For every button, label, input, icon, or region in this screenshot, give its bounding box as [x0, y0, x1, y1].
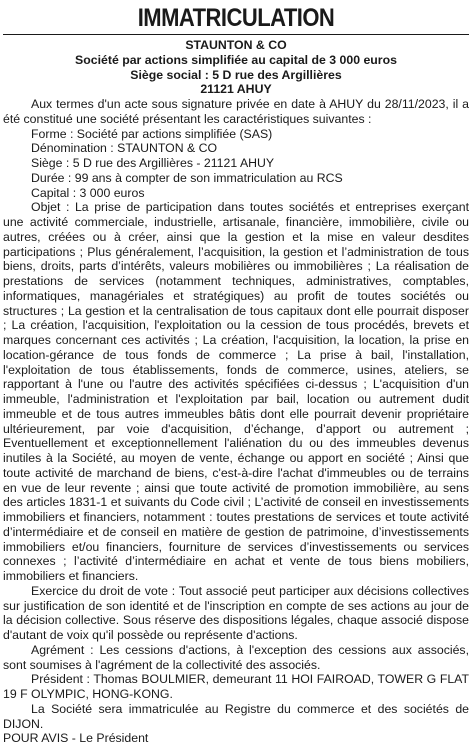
- notice-heading: IMMATRICULATION: [137, 4, 335, 32]
- duree-line: Durée : 99 ans à compter de son immatriculation au RCS: [31, 170, 343, 185]
- president-paragraph: Président : Thomas BOULMIER, demeurant 11 HOI FAIROAD, TOWER G FLAT 19 F OLYMPIC, HONG-KONG.: [3, 672, 469, 701]
- heading-rule: [3, 34, 469, 35]
- intro-paragraph: Aux termes d'un acte sous signature privée en date à AHUY du 28/11/2023, il a été constitué une société présentant les caractéristiques suivantes :: [3, 97, 469, 126]
- signature-line: POUR AVIS - Le Président: [3, 731, 149, 746]
- company-registered-office: Siège social : 5 D rue des Argillières: [130, 67, 342, 82]
- siege-line: Siège : 5 D rue des Argillières - 21121 AHUY: [31, 156, 275, 170]
- forme-line: Forme : Société par actions simplifiée (SAS): [31, 126, 273, 141]
- denomination-line: Dénomination : STAUNTON & CO: [31, 141, 218, 156]
- registry-paragraph: La Société sera immatriculée au Registre du commerce et des sociétés de DIJON.: [3, 701, 469, 731]
- company-postcode: 21121 AHUY: [200, 82, 272, 97]
- approval-paragraph: Agrément : Les cessions d'actions, à l'exception des cessions aux associés, sont soumises à l'agrément de la collectivité des associés.: [3, 642, 469, 672]
- objet-paragraph: Objet : La prise de participation dans toutes sociétés et entreprises exerçant une activité commerciale, industrielle, artisanale, financière, immobilière, civile ou autres, créées ou à créer, ainsi que la gestion et la mise en valeur desdites participations ; Plus généralement, l’acquisition, la gestion et l’administration de tous biens, droits, parts d’intérêts, valeurs mobilières ou immobilières ; La réalisation de prestations de services (notamment techniques, administratives, comptables, informatiques, managériales et stratégiques) au profit de toutes sociétés ou structures ; La gestion et la centralisation de tous capitaux dont elle pourrait disposer ; La création, l'acquisition, l'exploitation ou la cession de tous procédés, brevets et marques concernant ces activités ; La création, l'acquisition, la location, la prise en location-gérance de tous fonds de commerce ; La prise à bail, l'installation, l'exploitation de tous établissements, fonds de commerce, usines, ateliers, se rapportant à l'une ou l'autre des activités spécifiées ci-dessus ; L'acquisition d'un immeuble, l'administration et l'exploitation par bail, location ou autrement dudit immeuble et de tous autres immeubles bâtis dont elle pourrait devenir propriétaire ultérieurement, par voie d'acquisition, d’échange, d’apport ou autrement ; Eventuellement et exceptionnellement l'aliénation du ou des immeubles devenus inutiles à la Société, au moyen de vente, échange ou apport en société ; Ainsi que toute activité de marchand de biens, c'est-à-dire l'achat d'immeubles ou de terrains en vue de leur revente ; ainsi que toute activité de promotion immobilière, au sens des articles 1831-1 et suivants du Code civil ; L’activité de conseil en investissements immobiliers et financiers, notamment : toutes prestations de services et toute activité d’intermédiaire et de conseil en matière de gestion de patrimoine, d’investissements immobiliers et/ou financiers, fourniture de services d’investissements ou services connexes ; l’activité d’intermédiaire en achat et vente de tous biens mobiliers, immobiliers et financiers.: [3, 200, 469, 583]
- voting-rights-paragraph: Exercice du droit de vote : Tout associé peut participer aux décisions collectives sur justification de son identité et de l'inscription en compte de ses actions au jour de la décision collective. Sous réserve des dispositions légales, chaque associé dispose d'autant de voix qu'il possède ou représente d'actions.: [3, 583, 469, 642]
- capital-line: Capital : 3 000 euros: [31, 185, 145, 200]
- company-form-capital: Société par actions simplifiée au capital de 3 000 euros: [75, 52, 397, 67]
- company-name: STAUNTON & CO: [185, 38, 287, 52]
